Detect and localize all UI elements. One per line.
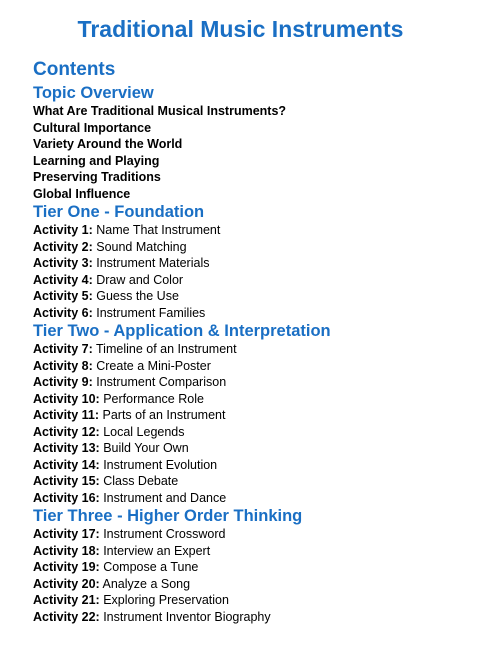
activity-item[interactable] xyxy=(33,239,473,256)
activity-title: Instrument Families xyxy=(96,305,206,320)
activity-title: Compose a Tune xyxy=(103,560,199,574)
activity-title: Instrument and Dance xyxy=(103,490,227,505)
activity-item[interactable] xyxy=(33,358,473,375)
activity-item[interactable] xyxy=(33,473,473,490)
activity-item[interactable] xyxy=(33,255,473,272)
activity-item[interactable] xyxy=(33,490,473,507)
activity-item[interactable] xyxy=(33,526,473,543)
activity-item[interactable] xyxy=(33,609,473,626)
activity-title: Instrument Inventor Biography xyxy=(103,609,271,624)
activity-title: Performance Role xyxy=(103,391,204,406)
tier-three-section xyxy=(33,506,473,625)
activity-label: Activity 3: xyxy=(33,256,93,270)
activity-label: Activity 12: xyxy=(33,424,100,439)
activity-item[interactable] xyxy=(33,440,473,457)
activity-label: Activity 6: xyxy=(33,305,93,320)
overview-item[interactable]: What Are Traditional Musical Instruments? xyxy=(33,104,287,118)
activity-label: Activity 17: xyxy=(33,527,100,541)
activity-label: Activity 15: xyxy=(33,474,100,488)
activity-label: Activity 21: xyxy=(33,593,100,607)
activity-item[interactable] xyxy=(33,543,473,560)
activity-title: Analyze a Song xyxy=(102,576,191,591)
activity-item[interactable] xyxy=(33,341,473,358)
activity-item[interactable] xyxy=(33,576,473,593)
tier-one-activity-list xyxy=(33,222,473,321)
overview-item[interactable]: Preserving Traditions xyxy=(33,170,161,184)
activity-title: Build Your Own xyxy=(103,441,189,455)
tier-three-activity-list xyxy=(33,526,473,625)
activity-title: Local Legends xyxy=(103,424,185,439)
activity-title: Sound Matching xyxy=(96,239,187,254)
overview-item[interactable]: Variety Around the World xyxy=(33,137,183,151)
overview-item[interactable]: Cultural Importance xyxy=(33,120,152,135)
tier-three-heading: Tier Three - Higher Order Thinking xyxy=(33,507,303,525)
activity-title: Create a Mini-Poster xyxy=(96,358,211,373)
tier-two-section xyxy=(33,321,473,506)
activity-title: Guess the Use xyxy=(96,289,179,303)
activity-label: Activity 16: xyxy=(33,490,100,505)
activity-item[interactable] xyxy=(33,222,473,239)
activity-title: Instrument Materials xyxy=(96,256,210,270)
table-of-contents xyxy=(33,58,473,625)
activity-label: Activity 1: xyxy=(33,223,93,237)
activity-title: Instrument Comparison xyxy=(96,375,227,389)
activity-title: Timeline of an Instrument xyxy=(96,342,237,356)
activity-title: Draw and Color xyxy=(96,272,184,287)
activity-label: Activity 4: xyxy=(33,272,93,287)
activity-label: Activity 14: xyxy=(33,457,100,472)
activity-label: Activity 22: xyxy=(33,609,100,624)
activity-label: Activity 7: xyxy=(33,342,93,356)
document-title: Traditional Music Instruments xyxy=(77,16,404,42)
activity-item[interactable] xyxy=(33,374,473,391)
activity-label: Activity 11: xyxy=(33,408,100,422)
activity-item[interactable] xyxy=(33,288,473,305)
tier-two-activity-list xyxy=(33,341,473,506)
activity-label: Activity 19: xyxy=(33,560,100,574)
activity-label: Activity 18: xyxy=(33,543,100,558)
activity-item[interactable] xyxy=(33,305,473,322)
activity-item[interactable] xyxy=(33,592,473,609)
activity-label: Activity 9: xyxy=(33,375,93,389)
activity-title: Instrument Crossword xyxy=(103,527,226,541)
activity-label: Activity 13: xyxy=(33,441,100,455)
tier-one-section xyxy=(33,202,473,321)
activity-label: Activity 5: xyxy=(33,289,93,303)
activity-label: Activity 20: xyxy=(33,576,100,591)
topic-overview-list xyxy=(33,103,473,202)
activity-title: Interview an Expert xyxy=(103,543,211,558)
activity-item[interactable] xyxy=(33,457,473,474)
contents-heading: Contents xyxy=(33,59,116,80)
tier-one-heading: Tier One - Foundation xyxy=(33,203,205,221)
overview-item[interactable]: Learning and Playing xyxy=(33,153,160,168)
overview-item[interactable]: Global Influence xyxy=(33,186,131,201)
topic-overview-section xyxy=(33,83,473,202)
topic-overview-heading: Topic Overview xyxy=(33,84,154,102)
activity-item[interactable] xyxy=(33,272,473,289)
tier-two-heading: Tier Two - Application & Interpretation xyxy=(33,322,331,340)
activity-title: Exploring Preservation xyxy=(103,593,229,607)
activity-title: Class Debate xyxy=(103,474,179,488)
activity-item[interactable] xyxy=(33,559,473,576)
activity-label: Activity 10: xyxy=(33,391,100,406)
activity-title: Name That Instrument xyxy=(96,223,221,237)
activity-title: Instrument Evolution xyxy=(103,457,218,472)
activity-item[interactable] xyxy=(33,407,473,424)
activity-title: Parts of an Instrument xyxy=(102,408,226,422)
activity-label: Activity 2: xyxy=(33,239,93,254)
activity-item[interactable] xyxy=(33,424,473,441)
activity-item[interactable] xyxy=(33,391,473,408)
activity-label: Activity 8: xyxy=(33,358,93,373)
